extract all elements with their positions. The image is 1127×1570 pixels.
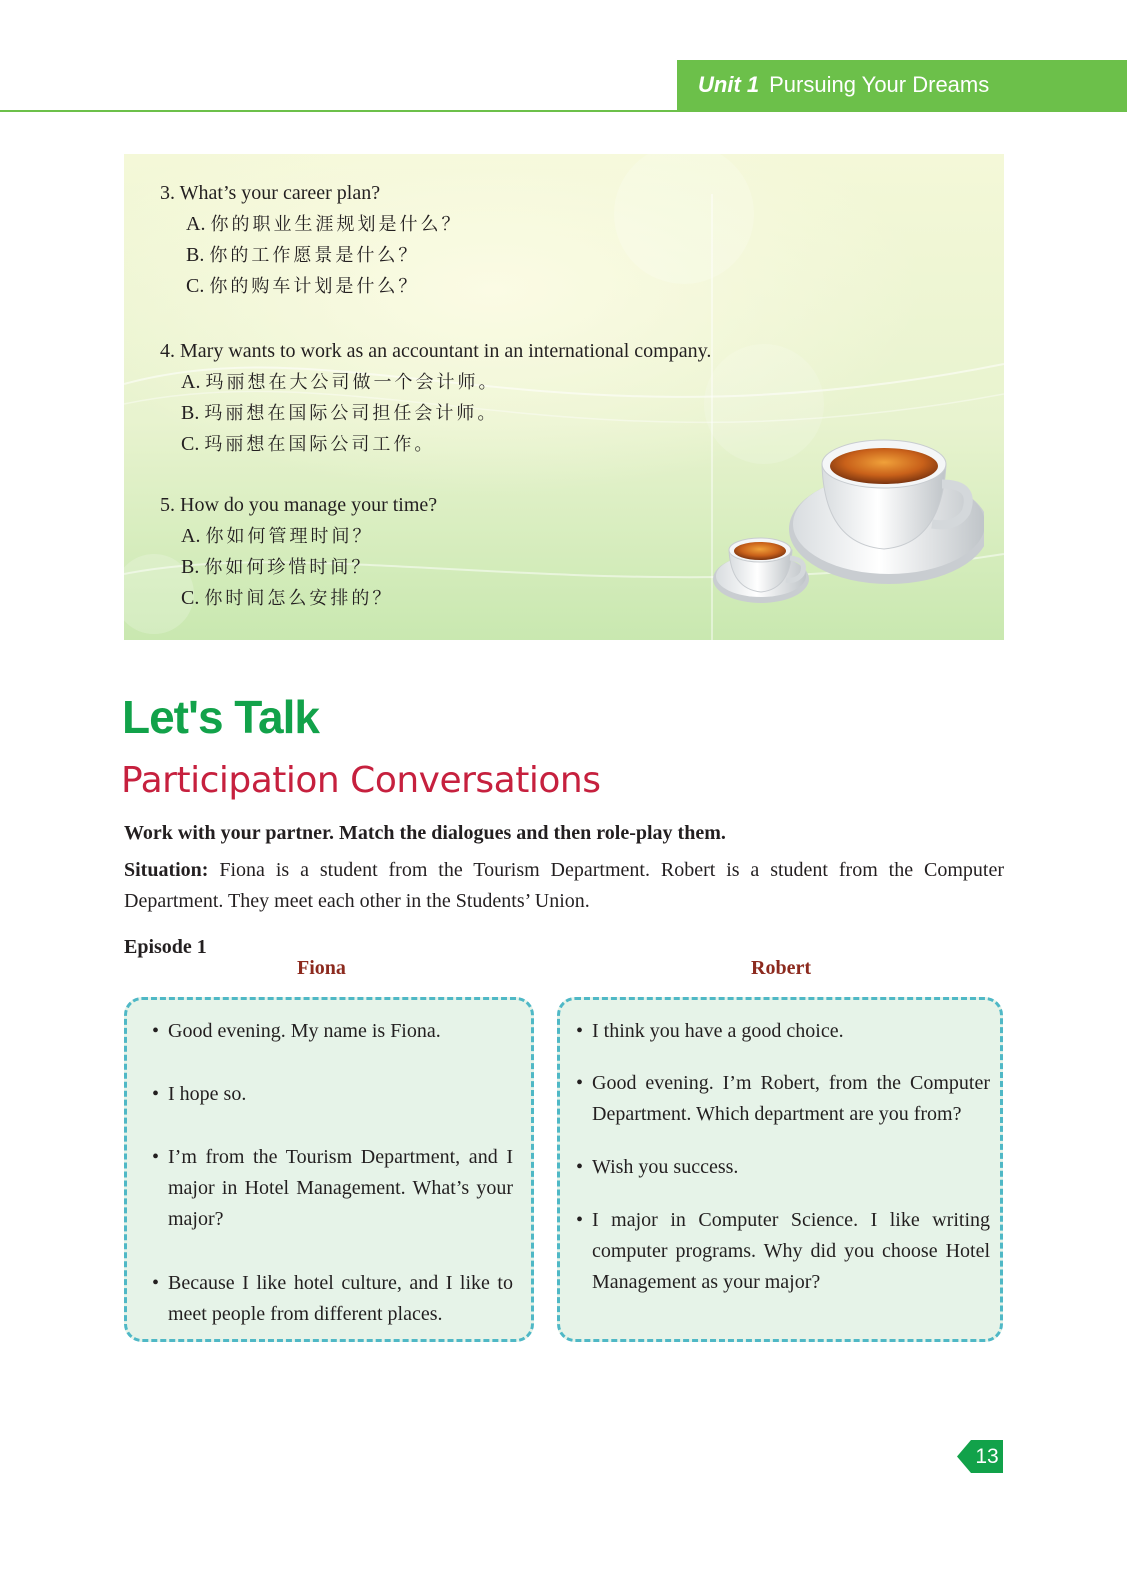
- dialogue-line: • I major in Computer Science. I like writing computer programs. Why did you choose Hotel Management as your major?: [576, 1205, 990, 1298]
- dialogue-line: • Good evening. I’m Robert, from the Computer Department. Which department are you from?: [576, 1068, 990, 1130]
- bullet-icon: •: [576, 1209, 584, 1231]
- bullet-icon: •: [576, 1156, 584, 1178]
- situation-text: Fiona is a student from the Tourism Department. Robert is a student from the Computer Department. They meet each other in the Students’ Union.: [124, 859, 1004, 912]
- option-a: A. 玛丽想在大公司做一个会计师。: [181, 371, 500, 393]
- section-title: Participation Conversations: [121, 760, 601, 801]
- bullet-icon: •: [152, 1272, 160, 1294]
- question-text: 3. What’s your career plan?: [160, 182, 381, 204]
- quiz-question-5: [160, 490, 437, 614]
- bullet-icon: •: [576, 1020, 584, 1042]
- bullet-icon: •: [152, 1020, 160, 1042]
- situation-paragraph: [124, 855, 1004, 917]
- question-text: 4. Mary wants to work as an accountant in an international company.: [160, 340, 712, 362]
- question-text: 5. How do you manage your time?: [160, 494, 438, 516]
- option-b: B. 你的工作愿景是什么？: [186, 244, 420, 266]
- section-heading-lets-talk: Let's Talk: [122, 691, 319, 743]
- option-b: B. 你如何珍惜时间？: [181, 556, 373, 578]
- dialogue-line: • I hope so.: [152, 1079, 513, 1110]
- unit-title: Pursuing Your Dreams: [769, 72, 990, 97]
- option-c: C. 你的购车计划是什么？: [186, 275, 420, 297]
- option-c: C. 玛丽想在国际公司工作。: [181, 433, 436, 455]
- option-c: C. 你时间怎么安排的？: [181, 587, 394, 609]
- episode-label: Episode 1: [124, 936, 207, 958]
- robert-dialogue-box: [557, 997, 1003, 1342]
- dialogue-line: • I think you have a good choice.: [576, 1016, 990, 1047]
- translation-quiz-panel: [124, 154, 1004, 640]
- dialogue-line: • Wish you success.: [576, 1152, 990, 1183]
- dialogue-line: • Good evening. My name is Fiona.: [152, 1016, 513, 1047]
- page-number: 13: [975, 1445, 999, 1468]
- quiz-question-3: [160, 178, 462, 302]
- bullet-icon: •: [152, 1083, 160, 1105]
- unit-label: Unit 1: [698, 72, 760, 97]
- quiz-question-4: [160, 336, 711, 460]
- page-number-badge: [957, 1440, 1003, 1473]
- instruction-text: Work with your partner. Match the dialogues and then role-play them.: [124, 822, 726, 844]
- bullet-icon: •: [152, 1146, 160, 1168]
- header-rule: [0, 110, 1127, 112]
- option-a: A. 你如何管理时间？: [181, 525, 374, 547]
- tea-cups-illustration: [684, 424, 984, 624]
- speaker-name-robert: Robert: [751, 957, 811, 979]
- dialogue-line: • Because I like hotel culture, and I like to meet people from different places.: [152, 1268, 513, 1330]
- situation-label: Situation:: [124, 859, 209, 881]
- option-b: B. 玛丽想在国际公司担任会计师。: [181, 402, 499, 424]
- dialogue-line: • I’m from the Tourism Department, and I major in Hotel Management. What’s your major?: [152, 1142, 513, 1235]
- bullet-icon: •: [576, 1072, 584, 1094]
- option-a: A. 你的职业生涯规划是什么？: [186, 213, 463, 235]
- unit-header-tab: [677, 60, 1127, 110]
- fiona-dialogue-box: [124, 997, 534, 1342]
- speaker-name-fiona: Fiona: [297, 957, 346, 979]
